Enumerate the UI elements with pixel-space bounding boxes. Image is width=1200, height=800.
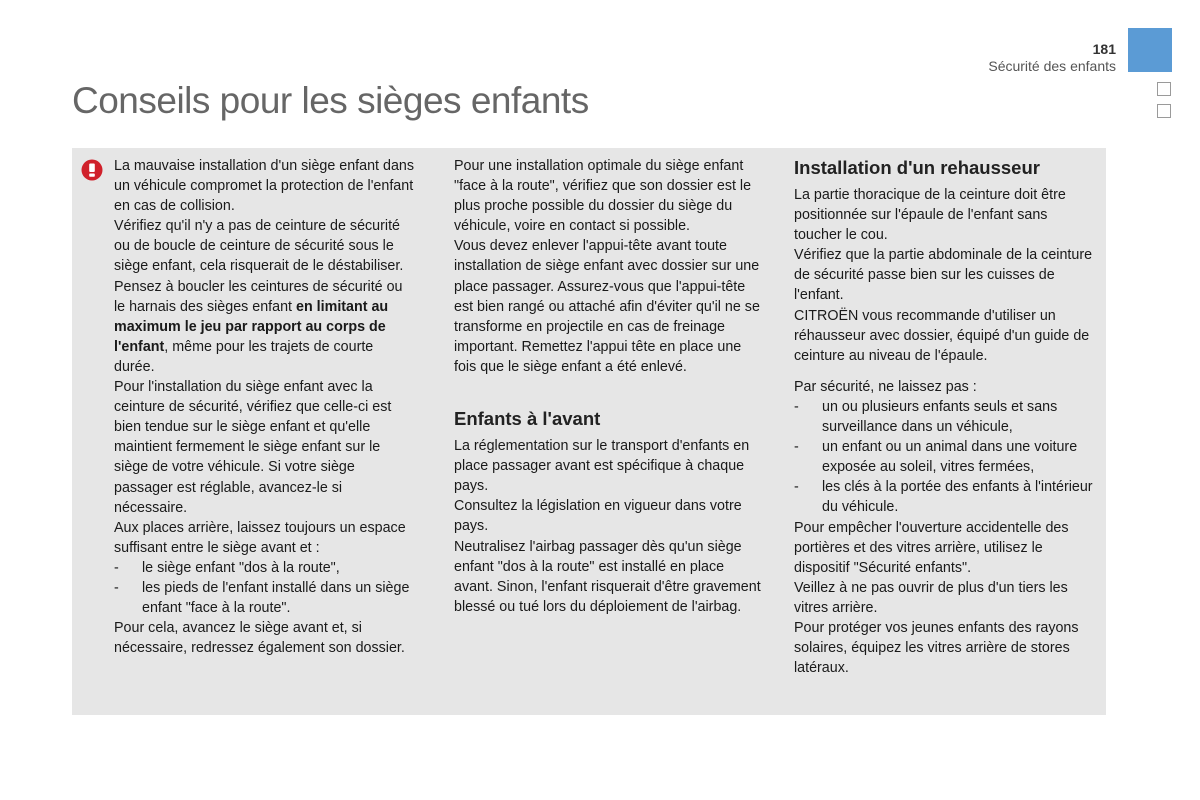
paragraph: Vous devez enlever l'appui-tête avant toute installation de siège enfant avec dossier sur une place passager. Assurez-vous que l'appui-tête est bien rangé ou attaché afin d'éviter qu'il ne se transforme en projectile en cas de freinage important. Remettez l'appui tête en place une fois que le siège enfant a été enlevé. — [454, 238, 760, 375]
list-item-text: un enfant ou un animal dans une voiture exposée au soleil, vitres fermées, — [822, 439, 1078, 476]
column-middle — [454, 156, 762, 617]
paragraph: Vérifiez qu'il n'y a pas de ceinture de sécurité ou de boucle de ceinture de sécurité sous le siège enfant, cela risquerait de le déstabiliser. — [114, 218, 404, 275]
paragraph: La réglementation sur le transport d'enfants en place passager avant est spécifique à chaque pays. — [454, 438, 750, 495]
column-left — [114, 156, 414, 658]
text: Pensez à boucler les ceintures de sécurité ou le harnais des sièges enfant — [114, 278, 403, 315]
paragraph: Aux places arrière, laissez toujours un espace suffisant entre le siège avant et : — [114, 519, 406, 556]
section-heading: Installation d'un rehausseur — [794, 157, 1040, 178]
paragraph: CITROËN vous recommande d'utiliser un réhausseur avec dossier, équipé d'un guide de ceinture au niveau de l'épaule. — [794, 307, 1090, 364]
page-number: 181 — [1092, 41, 1116, 57]
section-tab-active[interactable] — [1128, 28, 1172, 72]
section-name: Sécurité des enfants — [988, 58, 1116, 74]
section-heading: Enfants à l'avant — [454, 408, 601, 430]
column-right — [794, 156, 1094, 678]
list-dash: - — [114, 579, 119, 596]
list-item — [114, 578, 414, 618]
list-item — [794, 477, 1094, 517]
list-item-text: les pieds de l'enfant installé dans un siège enfant "face à la route". — [142, 579, 410, 617]
paragraph: Pour protéger vos jeunes enfants des rayons solaires, équipez les vitres arrière de stores latéraux. — [794, 619, 1079, 677]
paragraph: Pour empêcher l'ouverture accidentelle des portières et des vitres arrière, utilisez le dispositif "Sécurité enfants". — [794, 519, 1069, 576]
list-dash: - — [794, 398, 799, 415]
list-item — [114, 558, 414, 578]
paragraph: Par sécurité, ne laissez pas : — [794, 378, 977, 395]
paragraph: Veillez à ne pas ouvrir de plus d'un tiers les vitres arrière. — [794, 579, 1068, 616]
emphasis-text: en limitant au maximum le jeu par rapport au corps de l'enfant — [114, 298, 389, 355]
section-tab[interactable] — [1157, 82, 1171, 96]
list-dash: - — [114, 559, 119, 576]
paragraph: La partie thoracique de la ceinture doit être positionnée sur l'épaule de l'enfant sans toucher le cou. — [794, 187, 1066, 244]
paragraph: Vérifiez que la partie abdominale de la ceinture de sécurité passe bien sur les cuisses de l'enfant. — [794, 247, 1093, 304]
section-tab[interactable] — [1157, 104, 1171, 118]
page-title: Conseils pour les sièges enfants — [72, 80, 589, 121]
paragraph: Neutralisez l'airbag passager dès qu'un siège enfant "dos à la route" est installé en place avant. Sinon, l'enfant risquerait d'être gravement blessé ou tué lors du déploiement de l'airbag. — [454, 538, 761, 615]
paragraph: La mauvaise installation d'un siège enfant dans un véhicule compromet la protection de l'enfant en cas de collision. — [114, 158, 414, 215]
list-dash: - — [794, 479, 799, 496]
paragraph: Pour cela, avancez le siège avant et, si nécessaire, redressez également son dossier. — [114, 620, 405, 657]
paragraph: Pour l'installation du siège enfant avec la ceinture de sécurité, vérifiez que celle-ci est bien tendue sur le siège enfant et qu'elle maintient fermement le siège enfant sur le siège de votre véhicule. Si votre siège passager est réglable, avancez-le si nécessaire. — [114, 379, 392, 516]
text: , même pour les trajets de courte durée. — [114, 338, 374, 375]
list-item-text: les clés à la portée des enfants à l'intérieur du véhicule. — [822, 479, 1093, 516]
paragraph: Pour une installation optimale du siège enfant "face à la route", vérifiez que son dossier est le plus proche possible du dossier du siège du véhicule, voire en contact si possible. — [454, 158, 752, 235]
paragraph: Consultez la législation en vigueur dans votre pays. — [454, 498, 742, 535]
content-panel — [72, 148, 1106, 715]
list-item — [794, 437, 1094, 477]
list-item — [794, 397, 1094, 437]
list-item-text: un ou plusieurs enfants seuls et sans surveillance dans un véhicule, — [822, 398, 1058, 436]
list-dash: - — [794, 439, 799, 456]
warning-icon — [81, 159, 103, 181]
paragraph — [114, 277, 414, 377]
list-item-text: le siège enfant "dos à la route", — [142, 559, 340, 576]
